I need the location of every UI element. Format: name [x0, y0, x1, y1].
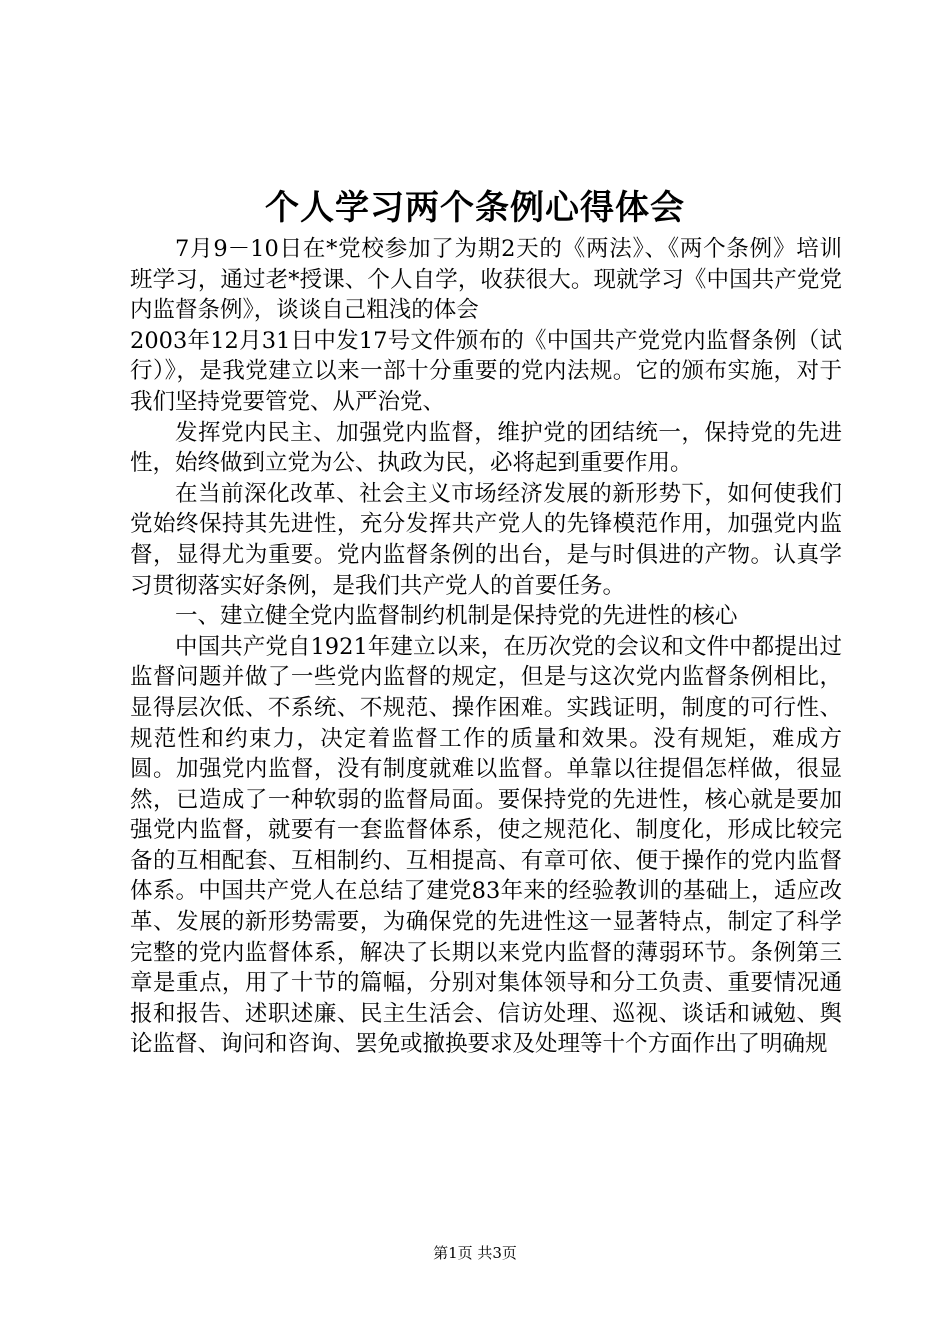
paragraph: 在当前深化改革、社会主义市场经济发展的新形势下，如何使我们党始终保持其先进性，充分发挥共产党人的先锋模范作用，加强党内监督，显得尤为重要。党内监督条例的出台，是与时俱进的产物。认真学习贯彻落实好条例，是我们共产党人的首要任务。: [130, 480, 842, 599]
document-title: 个人学习两个条例心得体会: [265, 188, 685, 228]
paragraph: 2003年12月31日中发17号文件颁布的《中国共产党党内监督条例（试行）》，是我党建立以来一部十分重要的党内法规。它的颁布实施，对于我们坚持党要管党、从严治党、: [130, 327, 842, 415]
paragraph: 发挥党内民主、加强党内监督，维护党的团结统一，保持党的先进性，始终做到立党为公、执政为民，必将起到重要作用。: [130, 419, 842, 477]
paragraph: 7月9－10日在*党校参加了为期2天的《两法》、《两个条例》培训班学习，通过老*授课、个人自学，收获很大。现就学习《中国共产党党内监督条例》，谈谈自己粗浅的体会: [130, 236, 842, 324]
section-heading: 一、建立健全党内监督制约机制是保持党的先进性的核心: [175, 603, 738, 630]
document-body: [130, 234, 842, 1060]
page-number: 第1页 共3页: [433, 1244, 517, 1262]
paragraph: 中国共产党自1921年建立以来，在历次党的会议和文件中都提出过监督问题并做了一些党内监督的规定，但是与这次党内监督条例相比，显得层次低、不系统、不规范、操作困难。实践证明，制度的可行性、规范性和约束力，决定着监督工作的质量和效果。没有规矩，难成方圆。加强党内监督，没有制度就难以监督。单靠以往提倡怎样做，很显然，已造成了一种软弱的监督局面。要保持党的先进性，核心就是要加强党内监督，就要有一套监督体系，使之规范化、制度化，形成比较完备的互相配套、互相制约、互相提高、有章可依、便于操作的党内监督体系。中国共产党人在总结了建党83年来的经验教训的基础上，适应改革、发展的新形势需要，为确保党的先进性这一显著特点，制定了科学完整的党内监督体系，解决了长期以来党内监督的薄弱环节。条例第三章是重点，用了十节的篇幅，分别对集体领导和分工负责、重要情况通报和报告、述职述廉、民主生活会、信访处理、巡视、谈话和诫勉、舆论监督、询问和咨询、罢免或撤换要求及处理等十个方面作出了明确规: [130, 633, 842, 1058]
